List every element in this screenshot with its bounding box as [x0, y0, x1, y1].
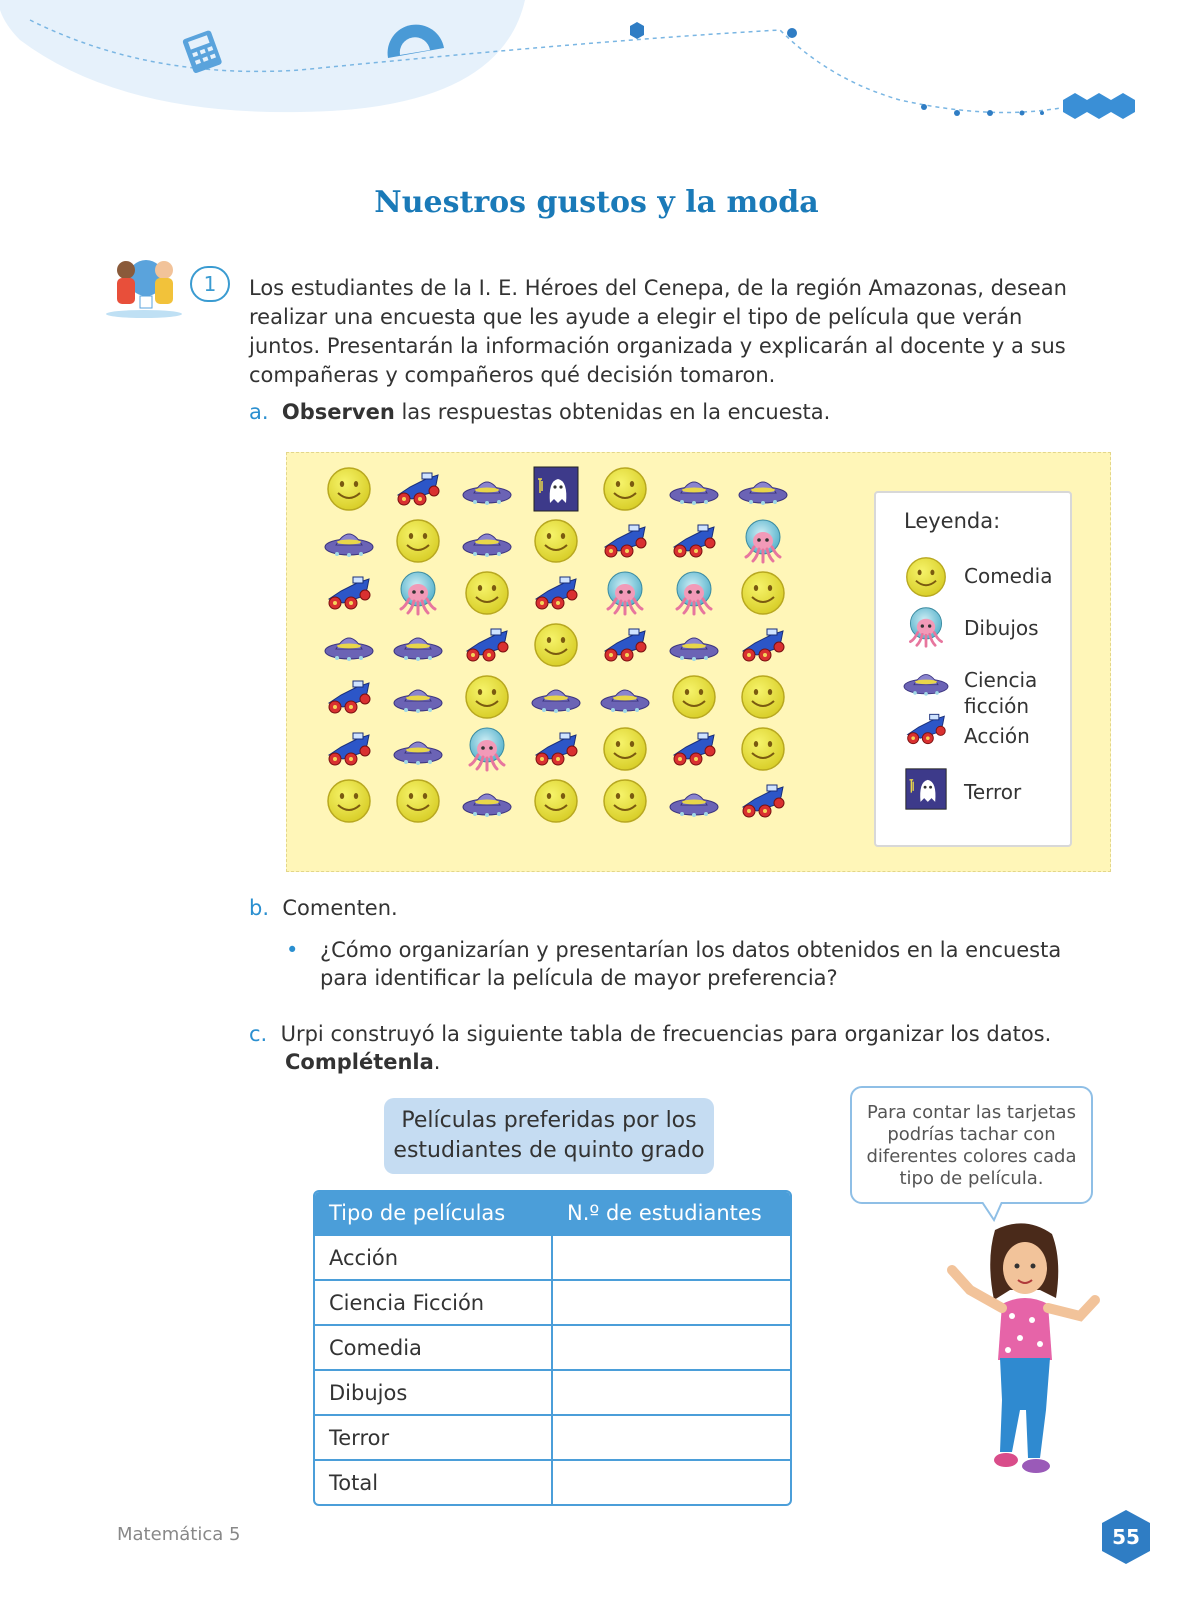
scifi-card-icon — [599, 673, 651, 721]
scifi-card-icon — [668, 621, 720, 669]
cartoons-icon — [902, 605, 950, 649]
comedy-card-icon — [392, 517, 444, 565]
trail-dots — [921, 104, 1044, 116]
scifi-icon — [902, 659, 950, 703]
action-card-icon — [323, 569, 375, 617]
horror-card-icon — [530, 465, 582, 513]
table-header-row — [315, 1192, 790, 1236]
action-card-icon — [530, 725, 582, 773]
legend — [874, 491, 1072, 847]
legend-title: Leyenda: — [904, 509, 1001, 533]
item-a-letter: a. — [249, 400, 269, 424]
legend-label-action: Acción — [964, 724, 1030, 748]
comedy-card-icon — [461, 569, 513, 617]
item-a-verb: Observen — [281, 400, 395, 424]
scifi-card-icon — [668, 777, 720, 825]
scifi-card-icon — [461, 777, 513, 825]
action-card-icon — [737, 621, 789, 669]
scifi-card-icon — [530, 673, 582, 721]
table-row — [315, 1236, 790, 1281]
scifi-card-icon — [668, 465, 720, 513]
comedy-card-icon — [737, 569, 789, 617]
cubes-icon — [1063, 93, 1135, 119]
scifi-card-icon — [323, 621, 375, 669]
comedy-card-icon — [737, 673, 789, 721]
item-b-verb: Comenten — [282, 896, 392, 920]
row-label: Acción — [315, 1236, 553, 1281]
comedy-card-icon — [323, 465, 375, 513]
comedy-card-icon — [530, 517, 582, 565]
legend-label-horror: Terror — [964, 780, 1022, 804]
comedy-card-icon — [461, 673, 513, 721]
action-card-icon — [668, 517, 720, 565]
table-row — [315, 1281, 790, 1326]
page-number: 55 — [1112, 1525, 1140, 1549]
comedy-card-icon — [668, 673, 720, 721]
count-cell[interactable] — [553, 1281, 790, 1326]
comedy-card-icon — [323, 777, 375, 825]
scifi-card-icon — [737, 465, 789, 513]
dot-icon — [787, 28, 797, 38]
horror-icon — [902, 767, 950, 811]
item-b: b. Comenten. — [249, 896, 398, 920]
cartoons-card-icon — [737, 517, 789, 565]
comedy-card-icon — [392, 777, 444, 825]
survey-cards — [286, 452, 1111, 872]
comedy-card-icon — [599, 777, 651, 825]
row-label: Total — [315, 1461, 553, 1504]
action-card-icon — [323, 725, 375, 773]
scifi-card-icon — [392, 621, 444, 669]
table-row — [315, 1371, 790, 1416]
page-title: Nuestros gustos y la moda — [374, 185, 819, 220]
action-card-icon — [599, 517, 651, 565]
comedy-card-icon — [599, 465, 651, 513]
header-type: Tipo de películas — [315, 1192, 553, 1236]
frequency-table — [313, 1190, 792, 1506]
scifi-card-icon — [323, 517, 375, 565]
cube-icon — [630, 22, 644, 39]
cartoons-card-icon — [668, 569, 720, 617]
row-label: Ciencia Ficción — [315, 1281, 553, 1326]
item-b-letter: b. — [249, 896, 270, 920]
header-decoration — [0, 0, 1193, 150]
item-a — [249, 398, 830, 426]
comedy-card-icon — [530, 777, 582, 825]
count-cell[interactable] — [553, 1236, 790, 1281]
action-card-icon — [737, 777, 789, 825]
table-row — [315, 1461, 790, 1504]
page-number-badge — [1096, 1506, 1156, 1570]
row-label: Comedia — [315, 1326, 553, 1371]
girl-illustration — [940, 1220, 1110, 1490]
legend-label-scifi: Ciencia ficción — [964, 668, 1038, 718]
scifi-card-icon — [461, 517, 513, 565]
scifi-card-icon — [392, 725, 444, 773]
bubble-tail — [982, 1202, 1004, 1222]
question-number: 1 — [190, 266, 230, 302]
cartoons-card-icon — [599, 569, 651, 617]
cartoons-card-icon — [392, 569, 444, 617]
scifi-card-icon — [392, 673, 444, 721]
bullet-dot: • — [286, 938, 299, 962]
count-cell[interactable] — [553, 1371, 790, 1416]
comedy-card-icon — [737, 725, 789, 773]
item-c-text: Urpi construyó la siguiente tabla de frecuencias para organizar los datos. — [280, 1022, 1052, 1046]
row-label: Terror — [315, 1416, 553, 1461]
book-name: Matemática 5 — [117, 1524, 241, 1545]
item-a-text: las respuestas obtenidas en la encuesta. — [401, 400, 831, 424]
action-card-icon — [323, 673, 375, 721]
item-c-verb: Complétenla — [285, 1050, 434, 1074]
comedy-icon — [902, 555, 950, 599]
action-card-icon — [599, 621, 651, 669]
cartoons-card-icon — [461, 725, 513, 773]
tip-bubble: Para contar las tarjetas podrías tachar con diferentes colores cada tipo de película. — [850, 1086, 1093, 1204]
legend-label-comedy: Comedia — [964, 564, 1053, 588]
action-icon — [902, 707, 950, 751]
count-cell[interactable] — [553, 1326, 790, 1371]
comedy-card-icon — [530, 621, 582, 669]
row-label: Dibujos — [315, 1371, 553, 1416]
students-icon — [104, 256, 184, 318]
comedy-card-icon — [599, 725, 651, 773]
table-row — [315, 1326, 790, 1371]
table-row — [315, 1416, 790, 1461]
count-cell[interactable] — [553, 1416, 790, 1461]
item-c-letter: c. — [249, 1022, 268, 1046]
item-c: c. Urpi construyó la siguiente tabla de frecuencias para organizar los datos. Complétenla. — [249, 1022, 1052, 1074]
header-count: N.º de estudiantes — [553, 1192, 790, 1236]
table-caption: Películas preferidas por los estudiantes de quinto grado — [384, 1098, 714, 1174]
action-card-icon — [461, 621, 513, 669]
count-cell[interactable] — [553, 1461, 790, 1504]
action-card-icon — [668, 725, 720, 773]
question-intro: Los estudiantes de la I. E. Héroes del Cenepa, de la región Amazonas, desean realizar una encuesta que les ayude a elegir el tipo de película que verán juntos. Presentarán la información organizada y explicarán al docente y a sus compañeras y compañeros qué decisión tomaron. — [249, 276, 1067, 387]
scifi-card-icon — [461, 465, 513, 513]
action-card-icon — [392, 465, 444, 513]
action-card-icon — [530, 569, 582, 617]
item-b-question: ¿Cómo organizarían y presentarían los datos obtenidos en la encuesta para identificar la película de mayor preferencia? — [320, 938, 1062, 990]
legend-label-cartoons: Dibujos — [964, 616, 1039, 640]
